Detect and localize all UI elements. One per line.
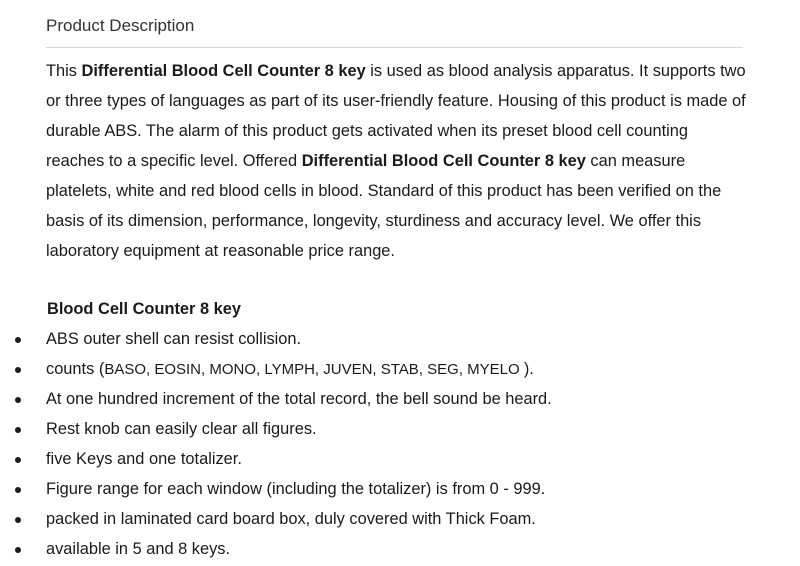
list-item (0, 356, 800, 386)
section-heading: Product Description (46, 16, 195, 35)
list-item (0, 386, 800, 416)
list-item-text: Figure range for each window (including the totalizer) is from 0 - 999. (46, 480, 546, 498)
description-lead: This (46, 62, 82, 80)
list-item-text: five Keys and one totalizer. (46, 450, 242, 468)
list-item (0, 506, 800, 536)
bullet-icon (15, 397, 21, 403)
bullet-icon (15, 547, 21, 553)
list-item (0, 416, 800, 446)
bullet-icon (15, 367, 21, 373)
cell-types: BASO, EOSIN, MONO, LYMPH, JUVEN, STAB, SEG, MYELO (104, 361, 524, 378)
bullet-icon (15, 457, 21, 463)
bullet-icon (15, 427, 21, 433)
heading-divider (46, 47, 743, 48)
feature-subheading: Blood Cell Counter 8 key (47, 300, 241, 318)
list-item-text-prefix: counts ( (46, 360, 105, 378)
product-name-bold: Differential Blood Cell Counter 8 key (81, 62, 366, 80)
product-description-paragraph (46, 56, 746, 266)
bullet-icon (15, 337, 21, 343)
bullet-icon (15, 517, 21, 523)
list-item-text: Rest knob can easily clear all figures. (46, 420, 317, 438)
list-item (0, 446, 800, 476)
list-item-text: ABS outer shell can resist collision. (46, 330, 302, 348)
bullet-icon (15, 487, 21, 493)
description-text: is used as blood analysis apparatus. It supports two or three types of languages as part of its user-friendly feature. Housing of this product is made of durable ABS. The alarm of this product gets activated when its preset blood cell counting reaches to a specific level. Offered (46, 62, 746, 170)
list-item-text-suffix: ). (523, 360, 534, 378)
feature-list (0, 326, 800, 566)
list-item (0, 476, 800, 506)
list-item-text (46, 356, 534, 383)
list-item-text: At one hundred increment of the total record, the bell sound be heard. (46, 390, 552, 408)
list-item (0, 536, 800, 566)
description-text: can measure platelets, white and red blood cells in blood. Standard of this product has been verified on the basis of its dimension, performance, longevity, sturdiness and accuracy level. We offer this laboratory equipment at reasonable price range. (46, 152, 722, 260)
product-name-bold: Differential Blood Cell Counter 8 key (301, 152, 586, 170)
list-item-text: packed in laminated card board box, duly covered with Thick Foam. (46, 510, 536, 528)
list-item-text: available in 5 and 8 keys. (46, 540, 231, 558)
list-item (0, 326, 800, 356)
